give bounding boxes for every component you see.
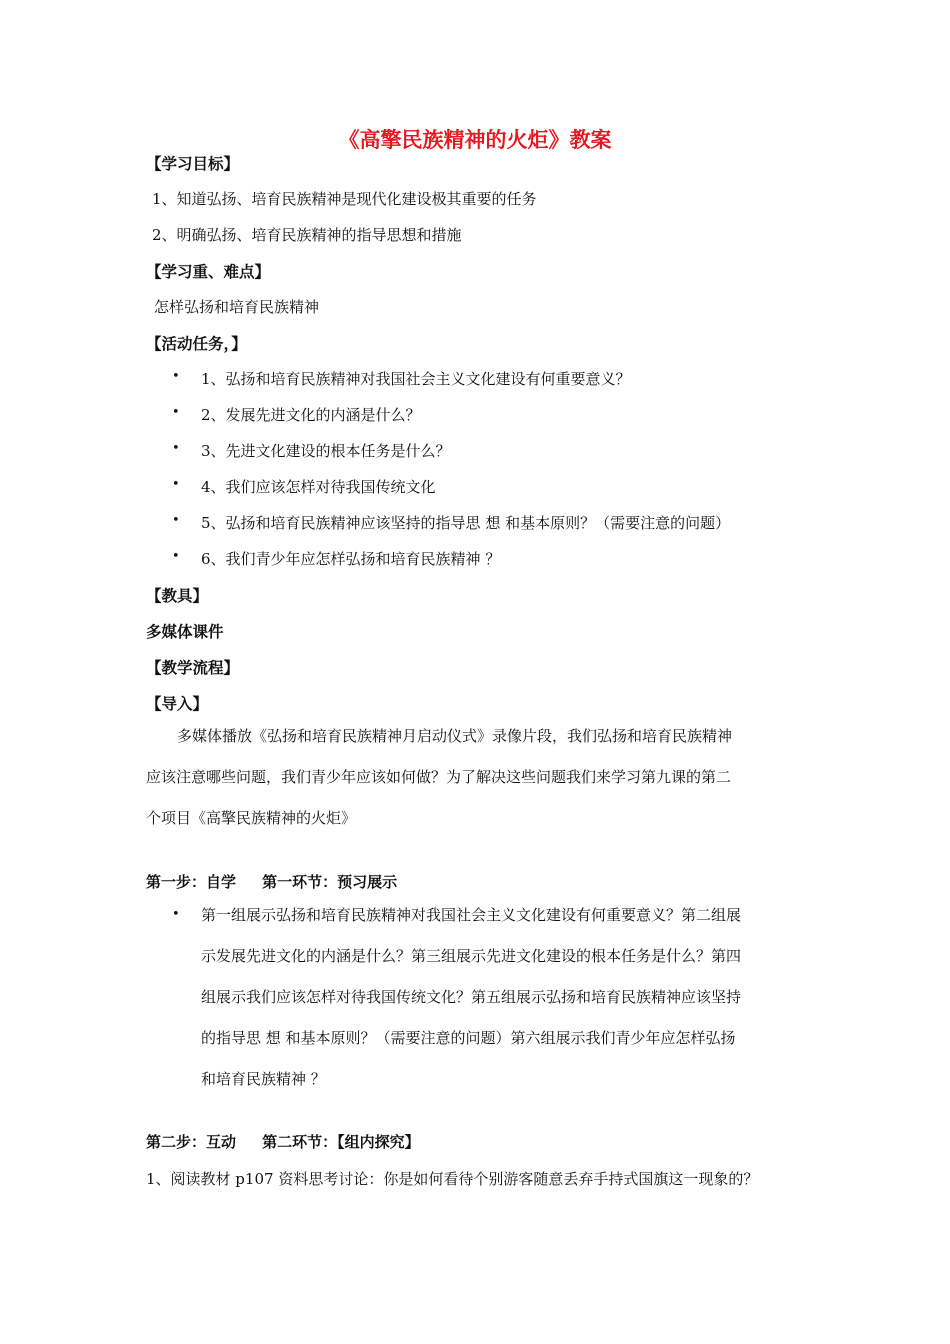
bullet-icon: • — [172, 441, 180, 456]
intro-heading: 【导入】 — [146, 695, 209, 713]
goal-item: 1、知道弘扬、培育民族精神是现代化建设极其重要的任务 — [152, 190, 537, 208]
tools-text: 多媒体课件 — [146, 623, 224, 641]
task-item: 1、弘扬和培育民族精神对我国社会主义文化建设有何重要意义？ — [201, 370, 631, 388]
step1-line: 和培育民族精神 ？ — [201, 1070, 326, 1088]
step1-line: 第一组展示弘扬和培育民族精神对我国社会主义文化建设有何重要意义？第二组展 — [201, 906, 742, 924]
step1-line: 示发展先进文化的内涵是什么？第三组展示先进文化建设的根本任务是什么？第四 — [201, 947, 742, 965]
intro-line: 多媒体播放《弘扬和培育民族精神月启动仪式》录像片段，我们弘扬和培育民族精神 — [177, 727, 733, 745]
keypoints-heading: 【学习重、难点】 — [146, 263, 271, 281]
task-item: 4、我们应该怎样对待我国传统文化 — [201, 478, 436, 496]
step2-heading: 第二步：互动 第二环节：【组内探究】 — [146, 1133, 420, 1151]
goal-item: 2、明确弘扬、培育民族精神的指导思想和措施 — [152, 226, 462, 244]
bullet-icon: • — [172, 907, 180, 922]
intro-line: 应该注意哪些问题，我们青少年应该如何做？为了解决这些问题我们来学习第九课的第二 — [146, 768, 732, 786]
bullet-icon: • — [172, 477, 180, 492]
goals-heading: 【学习目标】 — [146, 155, 240, 173]
bullet-icon: • — [172, 405, 180, 420]
step1-heading: 第一步：自学 第一环节：预习展示 — [146, 873, 398, 891]
step1-line: 组展示我们应该怎样对待我国传统文化？第五组展示弘扬和培育民族精神应该坚持 — [201, 988, 742, 1006]
step1-paragraph — [201, 895, 811, 1100]
intro-paragraph — [146, 716, 806, 839]
bullet-icon: • — [172, 513, 180, 528]
step2-item: 1、阅读教材 p107 资料思考讨论：你是如何看待个别游客随意丢弃手持式国旗这一现象的？ — [146, 1170, 759, 1188]
tools-heading: 【教具】 — [146, 587, 209, 605]
bullet-icon: • — [172, 369, 180, 384]
document-title: 《高擎民族精神的火炬》教案 — [338, 128, 612, 152]
keypoints-text: 怎样弘扬和培育民族精神 — [154, 298, 320, 316]
bullet-icon: • — [172, 549, 180, 564]
intro-line: 个项目《高擎民族精神的火炬》 — [146, 809, 357, 827]
task-item: 5、弘扬和培育民族精神应该坚持的指导思 想 和基本原则？（需要注意的问题） — [201, 514, 731, 532]
flow-heading: 【教学流程】 — [146, 659, 240, 677]
step1-line: 的指导思 想 和基本原则？（需要注意的问题）第六组展示我们青少年应怎样弘扬 — [201, 1029, 736, 1047]
task-item: 2、发展先进文化的内涵是什么？ — [201, 406, 421, 424]
task-item: 6、我们青少年应怎样弘扬和培育民族精神 ？ — [201, 550, 501, 568]
tasks-heading: 【活动任务，】 — [146, 335, 247, 353]
task-item: 3、先进文化建设的根本任务是什么？ — [201, 442, 451, 460]
